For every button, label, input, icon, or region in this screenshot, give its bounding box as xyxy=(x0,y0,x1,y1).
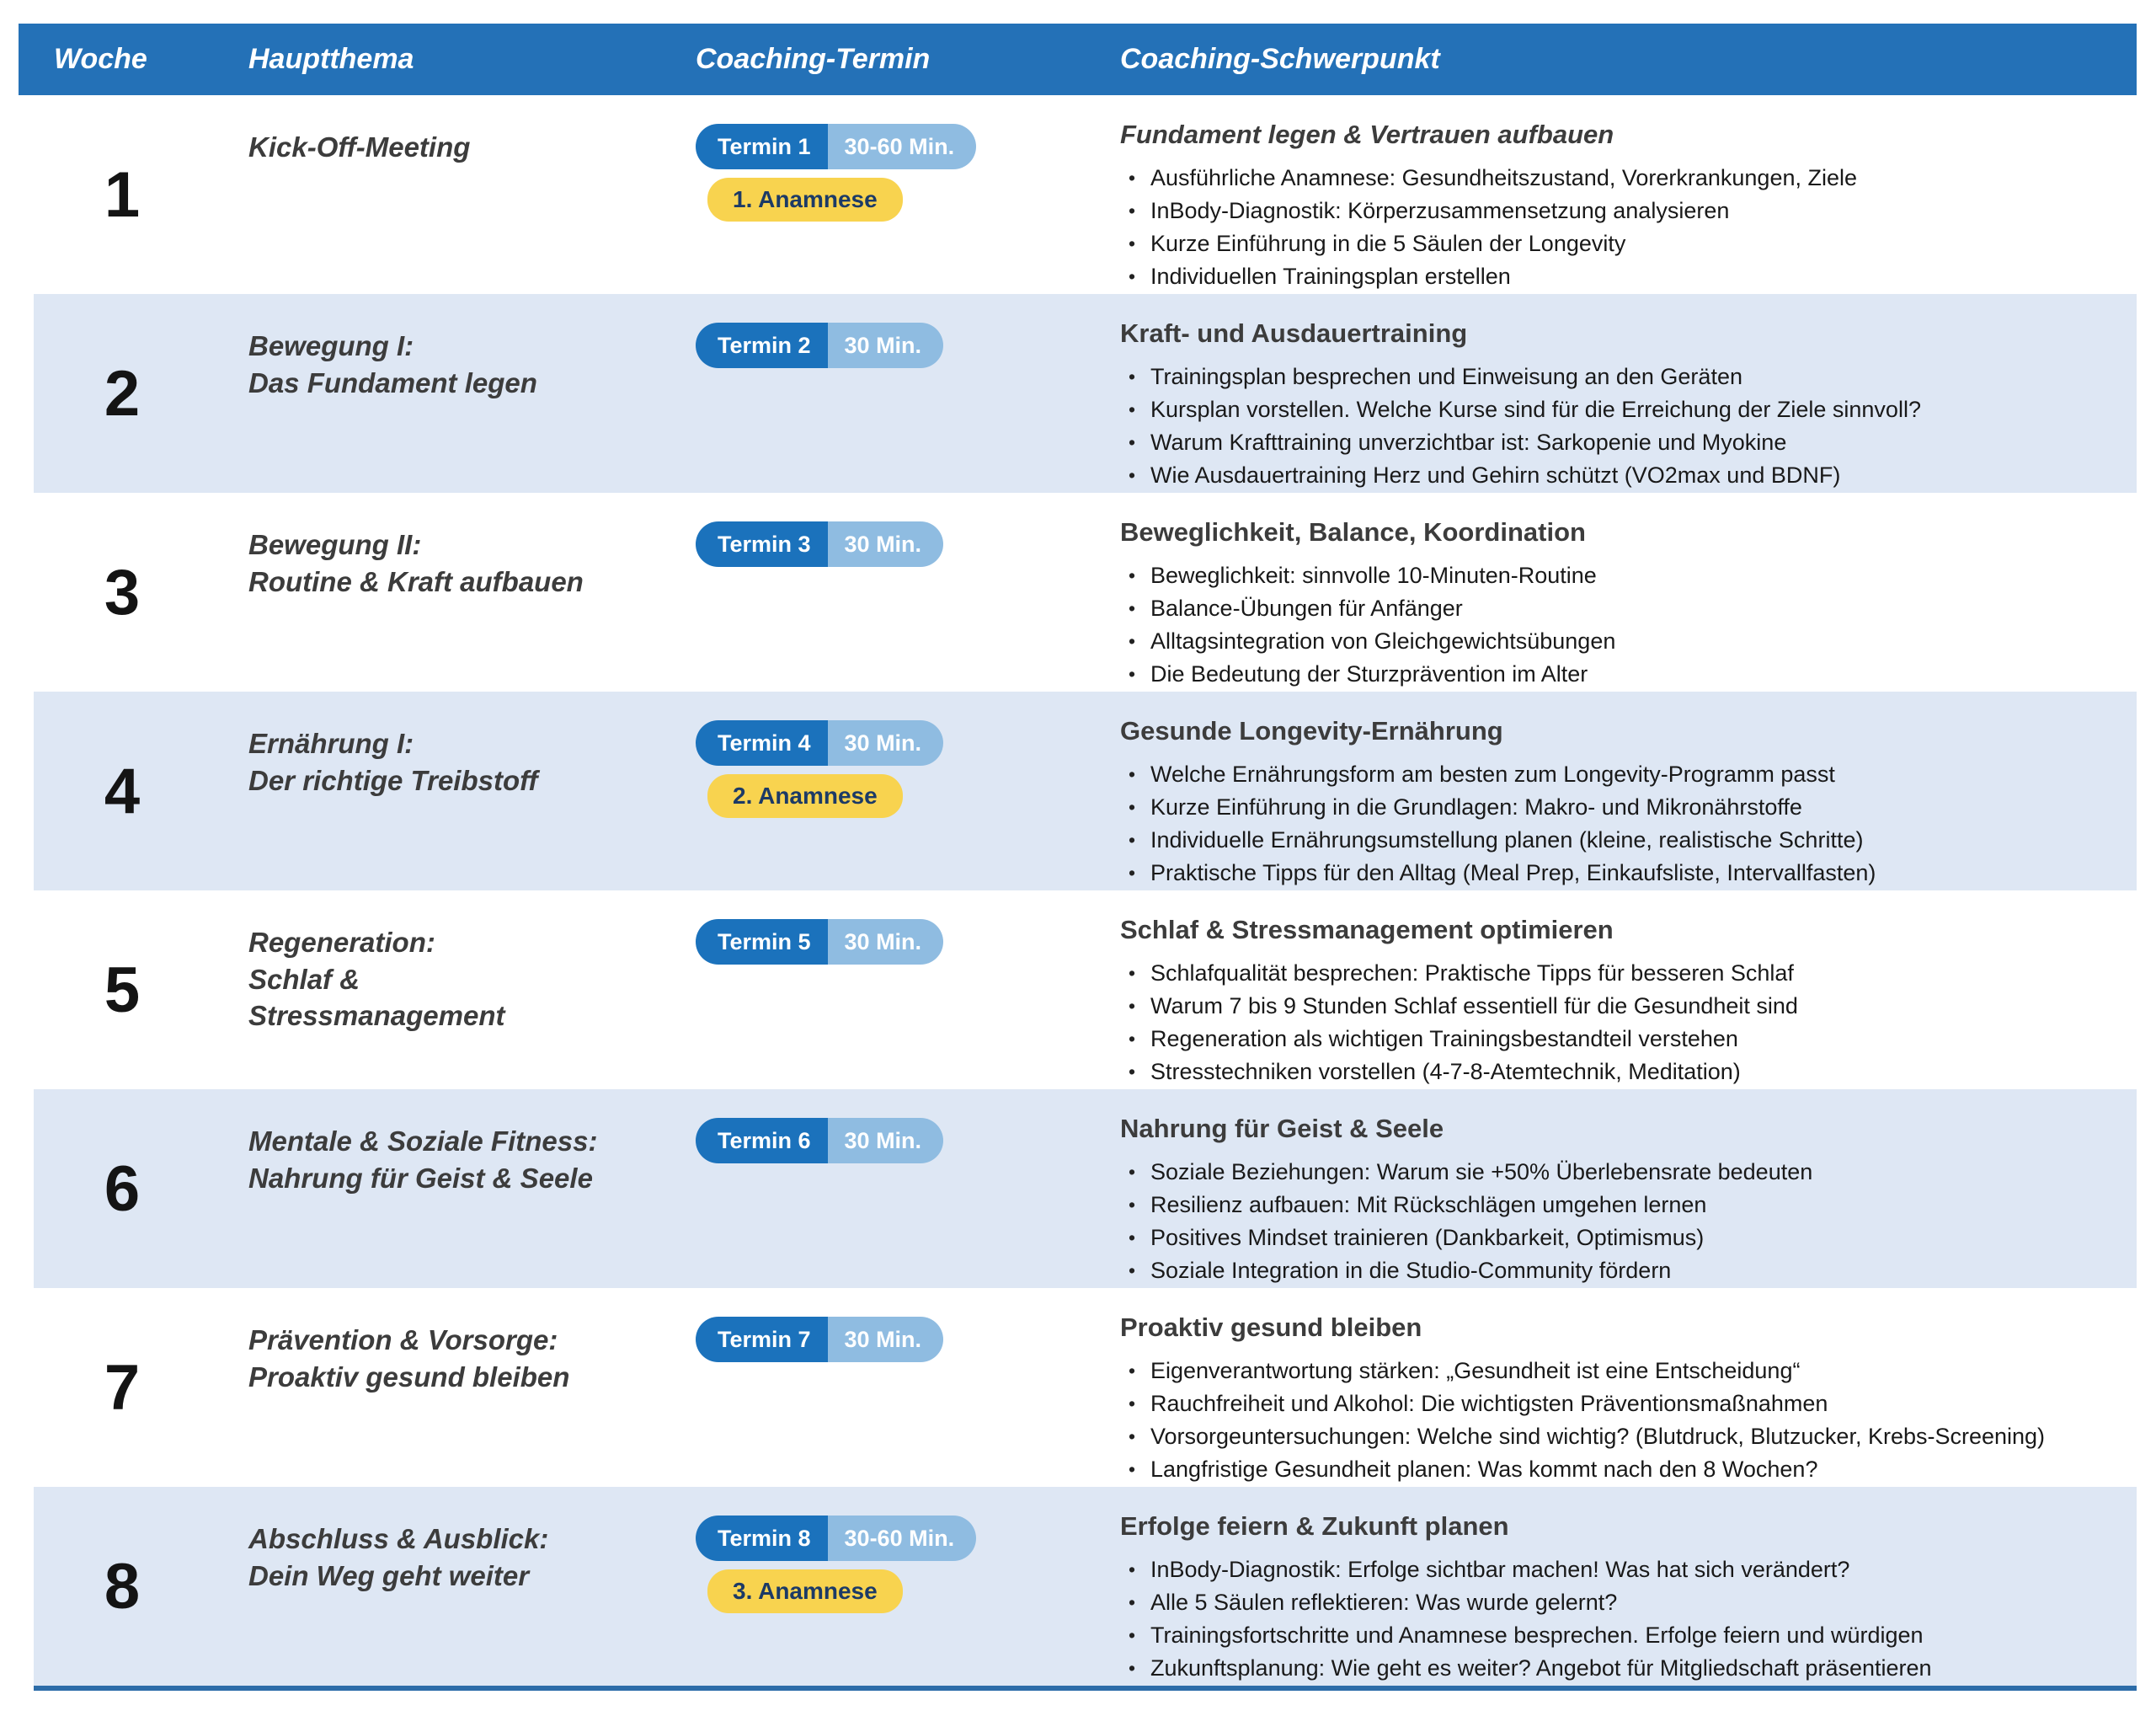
termin-pill xyxy=(696,521,943,567)
bullet-item: • Resilienz aufbauen: Mit Rückschlägen umgehen lernen xyxy=(1120,1189,2115,1222)
termin-cell xyxy=(682,1288,1103,1487)
focus-cell xyxy=(1103,1487,2137,1686)
termin-pill xyxy=(696,323,943,368)
anamnese-badge: 1. Anamnese xyxy=(707,178,903,222)
termin-duration: 30 Min. xyxy=(828,1118,944,1163)
main-topic-line: Routine & Kraft aufbauen xyxy=(248,565,584,597)
main-topic xyxy=(211,1288,682,1487)
focus-bullet-list xyxy=(1120,1355,2115,1486)
main-topic-line: Mentale & Soziale Fitness: xyxy=(248,1125,598,1157)
focus-title: Erfolge feiern & Zukunft planen xyxy=(1120,1511,1509,1541)
anamnese-badge: 2. Anamnese xyxy=(707,774,903,818)
bullet-item: • Langfristige Gesundheit planen: Was kommt nach den 8 Wochen? xyxy=(1120,1453,2115,1486)
termin-pill xyxy=(696,720,943,766)
bullet-item: • Alltagsintegration von Gleichgewichtsübungen xyxy=(1120,625,2115,658)
focus-cell xyxy=(1103,95,2137,294)
focus-cell xyxy=(1103,1288,2137,1487)
focus-cell xyxy=(1103,294,2137,493)
main-topic xyxy=(211,493,682,692)
main-topic-line: Schlaf & xyxy=(248,963,360,995)
bullet-item: • Kursplan vorstellen. Welche Kurse sind für die Erreichung der Ziele sinnvoll? xyxy=(1120,393,2115,426)
termin-cell xyxy=(682,890,1103,1089)
bullet-item: • Individuellen Trainingsplan erstellen xyxy=(1120,260,2115,293)
week-number: 1 xyxy=(104,158,141,231)
bullet-item: • Alle 5 Säulen reflektieren: Was wurde gelernt? xyxy=(1120,1586,2115,1619)
column-header-hauptthema: Hauptthema xyxy=(248,43,414,75)
bullet-item: • Kurze Einführung in die 5 Säulen der Longevity xyxy=(1120,227,2115,260)
bullet-item: • Vorsorgeuntersuchungen: Welche sind wichtig? (Blutdruck, Blutzucker, Krebs-Screening) xyxy=(1120,1420,2115,1453)
termin-duration: 30 Min. xyxy=(828,720,944,766)
focus-title: Kraft- und Ausdauertraining xyxy=(1120,318,1468,348)
focus-title: Fundament legen & Vertrauen aufbauen xyxy=(1120,120,1614,149)
termin-label: Termin 8 xyxy=(696,1516,828,1561)
focus-bullet-list xyxy=(1120,361,2115,492)
bullet-item: • Ausführliche Anamnese: Gesundheitszustand, Vorerkrankungen, Ziele xyxy=(1120,162,2115,195)
focus-bullet-list xyxy=(1120,1553,2115,1685)
table-bottom-rule xyxy=(34,1686,2137,1691)
termin-pill xyxy=(696,1317,943,1362)
focus-cell xyxy=(1103,1089,2137,1288)
table-row xyxy=(34,1089,2137,1288)
focus-cell xyxy=(1103,493,2137,692)
termin-cell xyxy=(682,1089,1103,1288)
focus-bullet-list xyxy=(1120,758,2115,890)
bullet-item: • Warum Krafttraining unverzichtbar ist: Sarkopenie und Myokine xyxy=(1120,426,2115,459)
main-topic xyxy=(211,1089,682,1288)
bullet-item: • Eigenverantwortung stärken: „Gesundheit ist eine Entscheidung“ xyxy=(1120,1355,2115,1387)
table-header-row xyxy=(19,24,2137,95)
bullet-item: • Stresstechniken vorstellen (4-7-8-Atemtechnik, Meditation) xyxy=(1120,1056,2115,1088)
bullet-item: • Warum 7 bis 9 Stunden Schlaf essentiell für die Gesundheit sind xyxy=(1120,990,2115,1023)
bullet-item: • Praktische Tipps für den Alltag (Meal Prep, Einkaufsliste, Intervallfasten) xyxy=(1120,857,2115,890)
bullet-item: • Trainingsfortschritte und Anamnese besprechen. Erfolge feiern und würdigen xyxy=(1120,1619,2115,1652)
main-topic xyxy=(211,890,682,1089)
main-topic-line: Abschluss & Ausblick: xyxy=(248,1523,549,1554)
bullet-item: • Rauchfreiheit und Alkohol: Die wichtigsten Präventionsmaßnahmen xyxy=(1120,1387,2115,1420)
focus-bullet-list xyxy=(1120,957,2115,1088)
termin-duration: 30-60 Min. xyxy=(828,1516,977,1561)
coaching-program-table xyxy=(19,24,2137,1691)
bullet-item: • InBody-Diagnostik: Erfolge sichtbar machen! Was hat sich verändert? xyxy=(1120,1553,2115,1586)
main-topic-line: Der richtige Treibstoff xyxy=(248,764,538,796)
main-topic-line: Prävention & Vorsorge: xyxy=(248,1324,558,1355)
focus-cell xyxy=(1103,890,2137,1089)
termin-pill xyxy=(696,1118,943,1163)
termin-duration: 30 Min. xyxy=(828,323,944,368)
bullet-item: • Schlafqualität besprechen: Praktische Tipps für besseren Schlaf xyxy=(1120,957,2115,990)
termin-label: Termin 1 xyxy=(696,124,828,169)
week-number: 5 xyxy=(104,954,141,1026)
bullet-item: • Regeneration als wichtigen Trainingsbestandteil verstehen xyxy=(1120,1023,2115,1056)
termin-cell xyxy=(682,1487,1103,1686)
table-row xyxy=(34,95,2137,294)
table-row xyxy=(34,692,2137,890)
bullet-item: • Soziale Integration in die Studio-Community fördern xyxy=(1120,1254,2115,1287)
main-topic-line: Nahrung für Geist & Seele xyxy=(248,1162,593,1194)
bullet-item: • Die Bedeutung der Sturzprävention im Alter xyxy=(1120,658,2115,691)
bullet-item: • Wie Ausdauertraining Herz und Gehirn schützt (VO2max und BDNF) xyxy=(1120,459,2115,492)
week-number: 7 xyxy=(104,1351,141,1424)
focus-bullet-list xyxy=(1120,1156,2115,1287)
week-number: 8 xyxy=(104,1550,141,1622)
column-header-coaching-schwerpunkt: Coaching-Schwerpunkt xyxy=(1120,43,1440,75)
termin-pill xyxy=(696,919,943,965)
termin-duration: 30 Min. xyxy=(828,521,944,567)
table-row xyxy=(34,294,2137,493)
table-row xyxy=(34,1288,2137,1487)
bullet-item: • Balance-Übungen für Anfänger xyxy=(1120,592,2115,625)
termin-cell xyxy=(682,95,1103,294)
week-number: 6 xyxy=(104,1152,141,1225)
week-number: 4 xyxy=(104,755,141,827)
termin-label: Termin 4 xyxy=(696,720,828,766)
table-row xyxy=(34,493,2137,692)
bullet-item: • Soziale Beziehungen: Warum sie +50% Überlebensrate bedeuten xyxy=(1120,1156,2115,1189)
main-topic xyxy=(211,692,682,890)
table-row xyxy=(34,1487,2137,1686)
main-topic-line: Dein Weg geht weiter xyxy=(248,1559,530,1591)
table-row xyxy=(34,890,2137,1089)
main-topic-line: Das Fundament legen xyxy=(248,366,537,398)
termin-label: Termin 3 xyxy=(696,521,828,567)
week-number: 2 xyxy=(104,357,141,430)
termin-pill xyxy=(696,1516,976,1561)
main-topic-line: Stressmanagement xyxy=(248,1000,505,1032)
focus-bullet-list xyxy=(1120,559,2115,691)
termin-duration: 30 Min. xyxy=(828,1317,944,1362)
bullet-item: • Trainingsplan besprechen und Einweisung an den Geräten xyxy=(1120,361,2115,393)
bullet-item: • Beweglichkeit: sinnvolle 10-Minuten-Routine xyxy=(1120,559,2115,592)
focus-title: Gesunde Longevity-Ernährung xyxy=(1120,716,1503,746)
termin-label: Termin 6 xyxy=(696,1118,828,1163)
main-topic-line: Kick-Off-Meeting xyxy=(248,131,471,163)
focus-title: Nahrung für Geist & Seele xyxy=(1120,1114,1444,1143)
focus-bullet-list xyxy=(1120,162,2115,293)
focus-title: Proaktiv gesund bleiben xyxy=(1120,1312,1422,1342)
bullet-item: • InBody-Diagnostik: Körperzusammensetzung analysieren xyxy=(1120,195,2115,227)
focus-title: Beweglichkeit, Balance, Koordination xyxy=(1120,517,1586,547)
termin-duration: 30 Min. xyxy=(828,919,944,965)
bullet-item: • Kurze Einführung in die Grundlagen: Makro- und Mikronährstoffe xyxy=(1120,791,2115,824)
termin-label: Termin 7 xyxy=(696,1317,828,1362)
week-number: 3 xyxy=(104,556,141,628)
bullet-item: • Individuelle Ernährungsumstellung planen (kleine, realistische Schritte) xyxy=(1120,824,2115,857)
termin-duration: 30-60 Min. xyxy=(828,124,977,169)
main-topic xyxy=(211,294,682,493)
main-topic-line: Proaktiv gesund bleiben xyxy=(248,1361,570,1393)
main-topic xyxy=(211,1487,682,1686)
column-header-coaching-termin: Coaching-Termin xyxy=(696,43,931,75)
main-topic xyxy=(211,95,682,294)
termin-pill xyxy=(696,124,976,169)
bullet-item: • Zukunftsplanung: Wie geht es weiter? Angebot für Mitgliedschaft präsentieren xyxy=(1120,1652,2115,1685)
termin-cell xyxy=(682,493,1103,692)
anamnese-badge: 3. Anamnese xyxy=(707,1569,903,1613)
termin-cell xyxy=(682,692,1103,890)
focus-cell xyxy=(1103,692,2137,890)
main-topic-line: Bewegung I: xyxy=(248,330,414,361)
bullet-item: • Positives Mindset trainieren (Dankbarkeit, Optimismus) xyxy=(1120,1222,2115,1254)
table-body xyxy=(34,95,2137,1686)
main-topic-line: Regeneration: xyxy=(248,927,435,958)
main-topic-line: Ernährung I: xyxy=(248,728,414,759)
termin-cell xyxy=(682,294,1103,493)
termin-label: Termin 5 xyxy=(696,919,828,965)
column-header-woche: Woche xyxy=(54,43,147,75)
termin-label: Termin 2 xyxy=(696,323,828,368)
focus-title: Schlaf & Stressmanagement optimieren xyxy=(1120,915,1614,944)
bullet-item: • Welche Ernährungsform am besten zum Longevity-Programm passt xyxy=(1120,758,2115,791)
main-topic-line: Bewegung II: xyxy=(248,529,422,560)
